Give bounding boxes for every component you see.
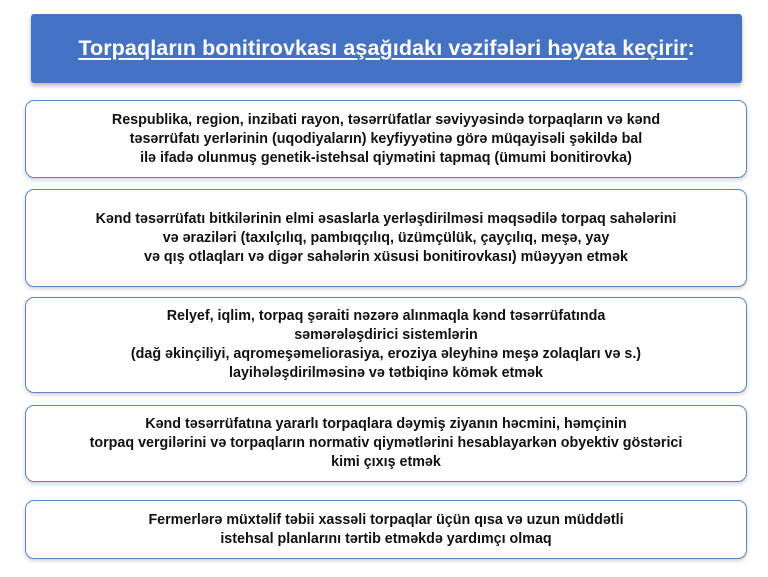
- task-5-line-1: Fermerlərə müxtəlif təbii xassəli torpaqlar üçün qısa və uzun müddətli: [148, 511, 624, 528]
- page-title-colon: :: [687, 36, 695, 60]
- task-text-1: [112, 111, 660, 168]
- task-3-line-2: səmərələşdirici sistemlərin: [294, 327, 478, 343]
- task-box-2: [25, 189, 747, 287]
- task-box-1: [25, 100, 747, 178]
- task-1-line-1: Respublika, region, inzibati rayon, təsərrüfatlar səviyyəsində torpaqların və kənd: [111, 111, 661, 128]
- task-1-line-2: təsərrüfatı yerlərinin (uqodiyaların) keyfiyyətinə görə müqayisəli şəkildə bal: [129, 130, 643, 147]
- task-4-line-3: kimi çıxış etmək: [331, 454, 441, 470]
- task-text-4: [90, 415, 683, 472]
- task-box-5: [25, 500, 747, 559]
- task-text-5: [148, 511, 623, 549]
- task-text-2: [96, 210, 677, 267]
- task-3-line-1: Relyef, iqlim, torpaq şəraiti nəzərə alınmaqla kənd təsərrüfatında: [166, 308, 606, 324]
- task-3-line-4: layihələşdirilməsinə və tətbiqinə kömək etmək: [229, 365, 543, 381]
- task-box-4: [25, 405, 747, 482]
- header-banner: [31, 14, 742, 83]
- task-2-line-1: Kənd təsərrüfatı bitkilərinin elmi əsaslarla yerləşdirilməsi məqsədilə torpaq sahələrini: [95, 210, 677, 227]
- task-3-line-3: (dağ əkinçiliyi, aqromeşəmeliorasiya, eroziya əleyhinə meşə zolaqları və s.): [130, 346, 642, 362]
- task-2-line-3: və qış otlaqları və digər sahələrin xüsusi bonitirovkası) müəyyən etmək: [144, 248, 628, 265]
- task-4-line-1: Kənd təsərrüfatına yararlı torpaqlara dəymiş ziyanın həcmini, həmçinin: [145, 416, 627, 432]
- task-2-line-2: və əraziləri (taxılçılıq, pambıqçılıq, üzümçülük, çayçılıq, meşə, yay: [162, 229, 610, 246]
- page-title: Torpaqların bonitirovkası aşağıdakı vəzifələri həyata keçirir: [78, 36, 688, 60]
- task-1-line-3: ilə ifadə olunmuş genetik-istehsal qiymətini tapmaq (ümumi bonitirovka): [140, 149, 632, 166]
- task-4-line-2: torpaq vergilərini və torpaqların normativ qiymətlərini hesablayarkən obyektiv göstərici: [89, 435, 683, 451]
- task-text-3: [131, 307, 641, 383]
- task-5-line-2: istehsal planlarını tərtib etməkdə yardımçı olmaq: [220, 530, 552, 547]
- task-box-3: [25, 297, 747, 393]
